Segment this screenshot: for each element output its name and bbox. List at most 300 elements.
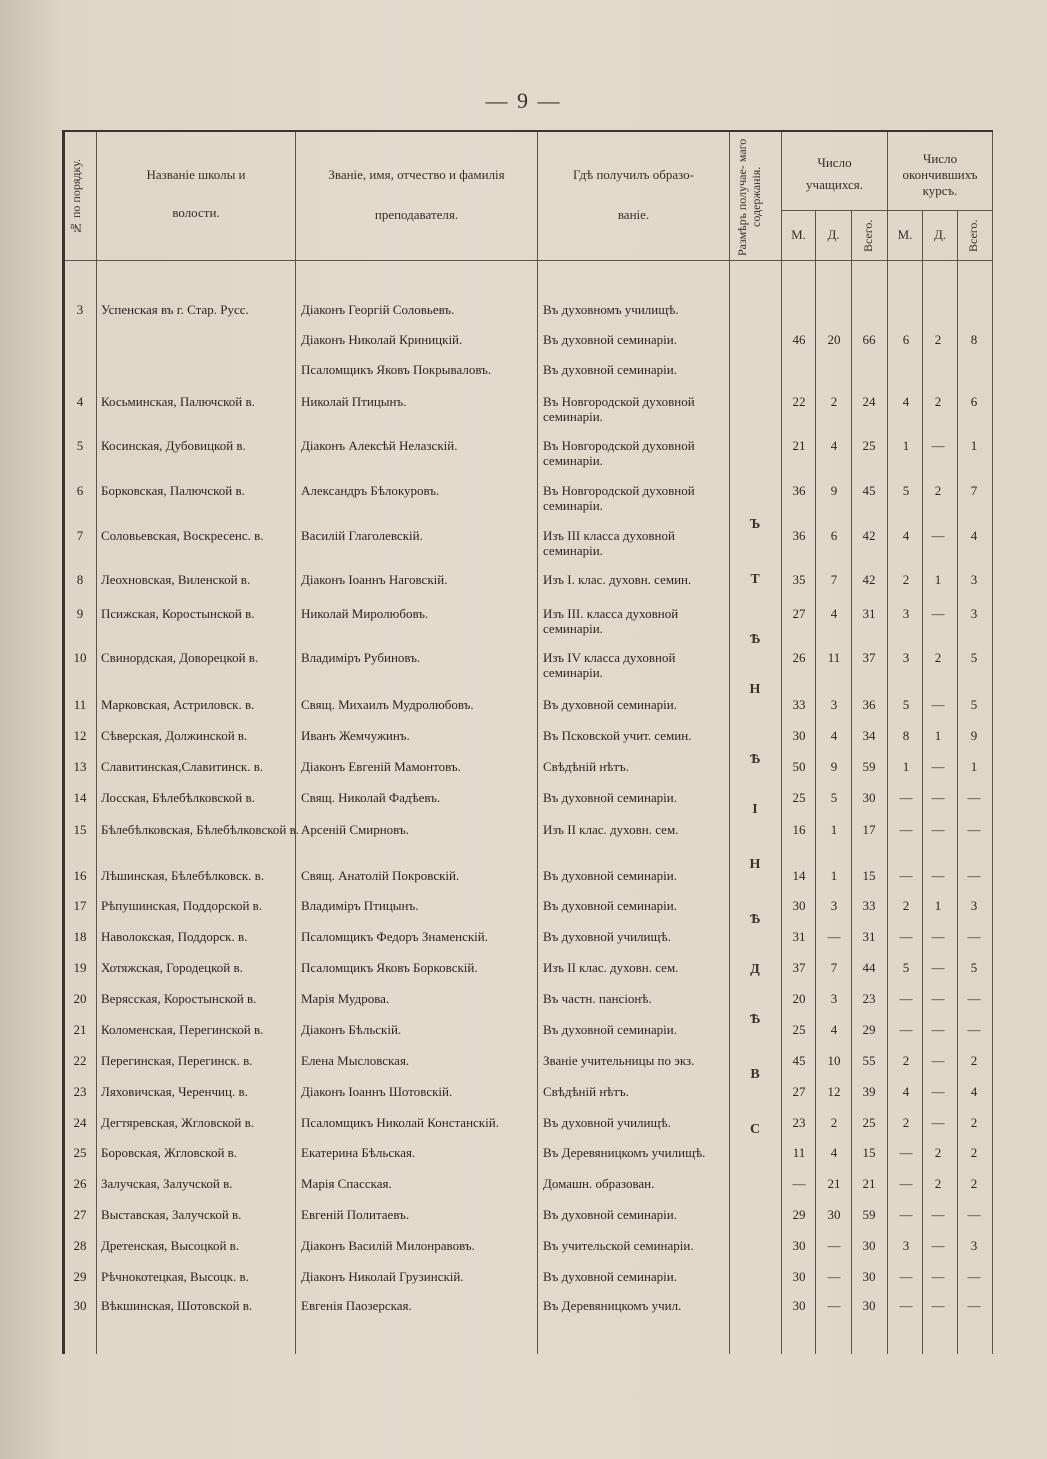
cell-gt: 6	[970, 394, 978, 409]
cell-gt: 2	[970, 1145, 978, 1160]
cell-teacher: Діаконъ Алексѣй Нелазскій.	[301, 438, 458, 453]
cell-m: 45	[792, 1053, 806, 1068]
cell-m: 11	[792, 1145, 806, 1160]
cell-num: 14	[73, 790, 87, 805]
cell-edu: Званіе учительницы по экз.	[543, 1053, 695, 1068]
cell-gt: —	[967, 868, 981, 883]
cell-edu: Въ Новгородской духовной семинаріи.	[543, 483, 695, 513]
cell-gm: —	[899, 790, 913, 805]
cell-num: 16	[73, 868, 87, 883]
table-row	[65, 1269, 993, 1299]
cell-m: 30	[792, 1298, 806, 1313]
cell-d: 3	[830, 697, 838, 712]
table-row	[65, 1238, 993, 1268]
cell-teacher: Иванъ Жемчужинъ.	[301, 728, 410, 743]
cell-school: Дегтяревская, Жгловской в.	[101, 1115, 254, 1130]
cell-t: 24	[862, 394, 876, 409]
table-row	[65, 1084, 993, 1114]
cell-gd: —	[931, 1084, 945, 1099]
salary-letter: Ѣ	[749, 1012, 761, 1027]
header-grads-2: окончившихъ	[902, 167, 978, 182]
header-students-d: Д.	[827, 227, 840, 242]
cell-gm: 2	[902, 898, 910, 913]
cell-teacher: Діаконъ Іоаннъ Шотовскій.	[301, 1084, 453, 1099]
cell-edu: Въ духовной семинаріи.	[543, 332, 677, 347]
cell-gm: —	[899, 991, 913, 1006]
table-row	[65, 332, 993, 362]
cell-gd: —	[931, 991, 945, 1006]
cell-d: 3	[830, 991, 838, 1006]
cell-t: 59	[862, 759, 876, 774]
salary-letter: Т	[750, 572, 760, 587]
cell-school: Косинская, Дубовицкой в.	[101, 438, 246, 453]
salary-letter: Ѣ	[749, 752, 761, 767]
cell-gt: 5	[970, 960, 978, 975]
cell-gd: —	[931, 790, 945, 805]
cell-edu: Въ Новгородской духовной семинаріи.	[543, 438, 695, 468]
cell-gm: —	[899, 1269, 913, 1284]
cell-gd: 1	[934, 898, 942, 913]
cell-school: Верясская, Коростынской в.	[101, 991, 257, 1006]
cell-school: Ляховичская, Черенчиц. в.	[101, 1084, 248, 1099]
cell-school: Борковская, Палючской в.	[101, 483, 245, 498]
cell-gt: —	[967, 790, 981, 805]
cell-m: 23	[792, 1115, 806, 1130]
cell-d: 2	[830, 1115, 838, 1130]
cell-t: 31	[862, 606, 876, 621]
salary-letter: Ъ	[749, 517, 761, 532]
cell-t: 29	[862, 1022, 876, 1037]
cell-school: Залучская, Залучской в.	[101, 1176, 233, 1191]
cell-gm: 1	[902, 759, 910, 774]
cell-gd: —	[931, 1298, 945, 1313]
cell-gm: —	[899, 1022, 913, 1037]
cell-school: Дретенская, Высоцкой в.	[101, 1238, 240, 1253]
cell-num: 5	[76, 438, 84, 453]
cell-teacher: Діаконъ Евгеній Мамонтовъ.	[301, 759, 461, 774]
cell-edu: Свѣдѣній нѣтъ.	[543, 1084, 629, 1099]
cell-edu: Въ духовной училищѣ.	[543, 1115, 671, 1130]
table-row	[65, 1115, 993, 1145]
cell-teacher: Діаконъ Василій Милонравовъ.	[301, 1238, 475, 1253]
header-salary: Размѣръ получае- маго содержанія.	[735, 138, 763, 256]
cell-t: 23	[862, 991, 876, 1006]
salary-letter: Ѣ	[749, 912, 761, 927]
cell-gt: —	[967, 1022, 981, 1037]
cell-gm: 4	[902, 394, 910, 409]
cell-school: Вѣкшинская, Шотовской в.	[101, 1298, 253, 1313]
table-row	[65, 822, 993, 852]
cell-school: Коломенская, Перегинской в.	[101, 1022, 264, 1037]
cell-num: 10	[73, 650, 87, 665]
cell-t: 55	[862, 1053, 876, 1068]
cell-school: Свинордская, Доворецкой в.	[101, 650, 259, 665]
cell-teacher: Псаломщикъ Федоръ Знаменскій.	[301, 929, 488, 944]
cell-gd: 1	[934, 728, 942, 743]
cell-edu: Въ духовной семинаріи.	[543, 362, 677, 377]
header-grads-3: курсъ.	[922, 183, 958, 198]
cell-num: 27	[73, 1207, 87, 1222]
table-row	[65, 868, 993, 898]
cell-gm: 4	[902, 1084, 910, 1099]
cell-num: 20	[73, 991, 87, 1006]
cell-edu: Въ духовной семинаріи.	[543, 898, 677, 913]
cell-num: 9	[76, 606, 84, 621]
header-students-2: учащихся.	[806, 177, 863, 192]
table-row	[65, 790, 993, 820]
cell-gd: 2	[934, 483, 942, 498]
cell-edu: Изъ IV класса духовной семинаріи.	[543, 650, 676, 680]
cell-teacher: Николай Миролюбовъ.	[301, 606, 429, 621]
cell-gd: —	[931, 1053, 945, 1068]
cell-gt: 5	[970, 650, 978, 665]
cell-edu: Изъ III класса духовной семинаріи.	[543, 528, 675, 558]
cell-t: 30	[862, 790, 876, 805]
table-row	[65, 728, 993, 758]
cell-edu: Въ Деревяницкомъ учил.	[543, 1298, 682, 1313]
cell-d: 10	[827, 1053, 841, 1068]
cell-m: 46	[792, 332, 806, 347]
cell-d: 12	[827, 1084, 841, 1099]
cell-num: 15	[73, 822, 87, 837]
page-number: — 9 —	[485, 88, 562, 113]
cell-t: 25	[862, 1115, 876, 1130]
cell-teacher: Діаконъ Николай Грузинскій.	[301, 1269, 464, 1284]
cell-num: 7	[76, 528, 84, 543]
cell-num: 19	[73, 960, 87, 975]
cell-gt: —	[967, 822, 981, 837]
cell-gt: 3	[970, 606, 978, 621]
cell-t: 33	[862, 898, 876, 913]
cell-d: 4	[830, 728, 838, 743]
table-row	[65, 438, 993, 468]
cell-school: Марковская, Астриловск. в.	[101, 697, 255, 712]
salary-letter: Н	[749, 857, 761, 872]
cell-gt: 4	[970, 528, 978, 543]
cell-teacher: Марія Мудрова.	[301, 991, 390, 1006]
table-row	[65, 1145, 993, 1175]
cell-d: 4	[830, 438, 838, 453]
cell-teacher: Свящ. Николай Фадѣевъ.	[301, 790, 441, 805]
cell-school: Выставская, Залучской в.	[101, 1207, 242, 1222]
cell-gm: 5	[902, 960, 910, 975]
header-students-m: М.	[791, 227, 806, 242]
cell-d: 1	[830, 868, 838, 883]
cell-num: 13	[73, 759, 87, 774]
cell-gt: —	[967, 1207, 981, 1222]
cell-num: 4	[76, 394, 84, 409]
cell-m: 20	[792, 991, 806, 1006]
table-row	[65, 929, 993, 959]
cell-d: 7	[830, 960, 838, 975]
cell-teacher: Свящ. Анатолій Покровскій.	[301, 868, 460, 883]
cell-num: 18	[73, 929, 87, 944]
cell-gd: —	[931, 822, 945, 837]
cell-gm: 5	[902, 483, 910, 498]
cell-teacher: Псаломщикъ Яковъ Борковскій.	[301, 960, 478, 975]
table-row	[65, 650, 993, 680]
cell-school: Леохновская, Виленской в.	[101, 572, 251, 587]
subheader-rule	[781, 210, 993, 211]
cell-t: 21	[862, 1176, 876, 1191]
cell-teacher: Діаконъ Іоаннъ Наговскій.	[301, 572, 448, 587]
table-row	[65, 1022, 993, 1052]
cell-gt: 4	[970, 1084, 978, 1099]
cell-t: 30	[862, 1298, 876, 1313]
cell-teacher: Арсеній Смирновъ.	[301, 822, 409, 837]
cell-edu: Въ учительской семинаріи.	[543, 1238, 694, 1253]
cell-d: 21	[827, 1176, 841, 1191]
cell-gt: 5	[970, 697, 978, 712]
cell-school: Славитинская,Славитинск. в.	[101, 759, 264, 774]
cell-t: 66	[862, 332, 876, 347]
cell-gm: 2	[902, 572, 910, 587]
cell-m: 25	[792, 790, 806, 805]
cell-d: 2	[830, 394, 838, 409]
cell-num: 12	[73, 728, 87, 743]
cell-gm: 3	[902, 1238, 910, 1253]
header-students-1: Число	[817, 155, 852, 170]
cell-gt: 3	[970, 1238, 978, 1253]
cell-num: 3	[76, 302, 84, 317]
cell-num: 6	[76, 483, 84, 498]
cell-gm: 3	[902, 650, 910, 665]
cell-teacher: Владиміръ Рубиновъ.	[301, 650, 421, 665]
cell-gt: 9	[970, 728, 978, 743]
cell-gd: —	[931, 929, 945, 944]
cell-t: 37	[862, 650, 876, 665]
cell-m: 25	[792, 1022, 806, 1037]
cell-edu: Въ духовной семинаріи.	[543, 868, 677, 883]
cell-edu: Въ духовной семинаріи.	[543, 697, 677, 712]
cell-num: 8	[76, 572, 84, 587]
cell-num: 30	[73, 1298, 87, 1313]
cell-m: 33	[792, 697, 806, 712]
cell-teacher: Псаломщикъ Яковъ Покрываловъ.	[301, 362, 492, 377]
salary-letter: Ѣ	[749, 632, 761, 647]
cell-gm: —	[899, 1145, 913, 1160]
cell-m: 26	[792, 650, 806, 665]
cell-t: 42	[862, 528, 876, 543]
cell-m: 29	[792, 1207, 806, 1222]
salary-letter: Н	[749, 682, 761, 697]
cell-d: —	[827, 929, 841, 944]
cell-d: —	[827, 1298, 841, 1313]
cell-gd: —	[931, 1115, 945, 1130]
header-teacher-2: преподавателя.	[374, 207, 459, 222]
cell-edu: Въ духовной училищѣ.	[543, 929, 671, 944]
cell-num: 29	[73, 1269, 87, 1284]
cell-m: 30	[792, 1238, 806, 1253]
cell-gm: 6	[902, 332, 910, 347]
cell-gt: —	[967, 929, 981, 944]
cell-gd: —	[931, 1022, 945, 1037]
header-students-total: Всего.	[861, 219, 875, 253]
table-row	[65, 697, 993, 727]
cell-teacher: Псаломщикъ Николай Констанскій.	[301, 1115, 499, 1130]
cell-t: 44	[862, 960, 876, 975]
cell-gt: 1	[970, 759, 978, 774]
header-num: № по порядку.	[69, 159, 83, 235]
cell-d: 30	[827, 1207, 841, 1222]
cell-gd: 2	[934, 1176, 942, 1191]
cell-school: Рѣчнокотецкая, Высоцк. в.	[101, 1269, 249, 1284]
cell-m: 27	[792, 1084, 806, 1099]
header-edu-1: Гдѣ получилъ образо-	[573, 167, 694, 182]
cell-m: —	[792, 1176, 806, 1191]
cell-gm: —	[899, 1176, 913, 1191]
cell-m: 30	[792, 728, 806, 743]
cell-school: Лосская, Бѣлебѣлковской в.	[101, 790, 255, 805]
cell-gm: —	[899, 929, 913, 944]
cell-gd: 2	[934, 332, 942, 347]
header-edu-2: ваніе.	[617, 207, 650, 222]
cell-gm: —	[899, 822, 913, 837]
cell-d: 20	[827, 332, 841, 347]
cell-gd: —	[931, 528, 945, 543]
cell-school: Боровская, Жгловской в.	[101, 1145, 238, 1160]
cell-school: Псижская, Коростынской в.	[101, 606, 255, 621]
cell-gd: —	[931, 1269, 945, 1284]
cell-num: 17	[73, 898, 87, 913]
cell-edu: Свѣдѣній нѣтъ.	[543, 759, 629, 774]
cell-teacher: Марія Спасская.	[301, 1176, 392, 1191]
cell-num: 26	[73, 1176, 87, 1191]
cell-gd: —	[931, 759, 945, 774]
cell-teacher: Александръ Бѣлокуровъ.	[301, 483, 440, 498]
table-row	[65, 960, 993, 990]
cell-t: 15	[862, 868, 876, 883]
salary-letter: С	[749, 1122, 761, 1137]
salary-letter: І	[752, 802, 758, 817]
cell-school: Сѣверская, Должинской в.	[101, 728, 248, 743]
cell-t: 39	[862, 1084, 876, 1099]
cell-edu: Въ Деревяницкомъ училищѣ.	[543, 1145, 706, 1160]
cell-d: 5	[830, 790, 838, 805]
cell-gm: 3	[902, 606, 910, 621]
cell-t: 34	[862, 728, 876, 743]
table-row	[65, 1176, 993, 1206]
cell-m: 30	[792, 898, 806, 913]
cell-m: 36	[792, 483, 806, 498]
table-row	[65, 483, 993, 513]
cell-gd: —	[931, 606, 945, 621]
cell-gt: 7	[970, 483, 978, 498]
schools-table	[62, 130, 993, 1354]
salary-letter: В	[750, 1067, 760, 1082]
cell-gt: 3	[970, 572, 978, 587]
cell-gm: 1	[902, 438, 910, 453]
header-school-2: волости.	[172, 205, 220, 220]
cell-teacher: Николай Птицынъ.	[301, 394, 407, 409]
cell-t: 59	[862, 1207, 876, 1222]
cell-gd: —	[931, 438, 945, 453]
cell-teacher: Діаконъ Бѣльскій.	[301, 1022, 402, 1037]
cell-school: Бѣлебѣлковская, Бѣлебѣлковской в.	[101, 822, 299, 837]
cell-gm: —	[899, 1298, 913, 1313]
cell-d: 9	[830, 759, 838, 774]
cell-m: 31	[792, 929, 806, 944]
cell-teacher: Евгеній Политаевъ.	[301, 1207, 410, 1222]
cell-gt: 1	[970, 438, 978, 453]
table-row	[65, 1053, 993, 1083]
header-grads-m: М.	[897, 227, 913, 242]
cell-gt: —	[967, 1269, 981, 1284]
cell-t: 17	[862, 822, 876, 837]
cell-gt: 2	[970, 1176, 978, 1191]
cell-num: 28	[73, 1238, 87, 1253]
cell-m: 21	[792, 438, 806, 453]
cell-gd: —	[931, 1238, 945, 1253]
table-row	[65, 572, 993, 602]
header-grads-d: Д.	[933, 227, 947, 242]
cell-teacher: Владиміръ Птицынъ.	[301, 898, 419, 913]
cell-num: 11	[73, 697, 87, 712]
cell-edu: Въ духовной семинаріи.	[543, 790, 677, 805]
cell-edu: Изъ II клас. духовн. сем.	[543, 822, 679, 837]
table-row	[65, 394, 993, 424]
header-rule	[65, 260, 993, 261]
cell-teacher: Діаконъ Николай Криницкій.	[301, 332, 463, 347]
cell-edu: Изъ II клас. духовн. сем.	[543, 960, 679, 975]
cell-t: 15	[862, 1145, 876, 1160]
cell-edu: Въ Псковской учит. семин.	[543, 728, 692, 743]
cell-t: 42	[862, 572, 876, 587]
cell-gt: 2	[970, 1053, 978, 1068]
cell-school: Лѣшинская, Бѣлебѣлковск. в.	[101, 868, 265, 883]
cell-t: 30	[862, 1269, 876, 1284]
cell-t: 25	[862, 438, 876, 453]
cell-gd: 2	[934, 1145, 942, 1160]
cell-num: 23	[73, 1084, 87, 1099]
cell-d: 4	[830, 606, 838, 621]
cell-gd: —	[931, 697, 945, 712]
header-teacher-1: Званіе, имя, отчество и фамилія	[328, 167, 505, 182]
cell-teacher: Евгенія Паозерская.	[301, 1298, 412, 1313]
cell-num: 22	[73, 1053, 87, 1068]
cell-m: 37	[792, 960, 806, 975]
cell-num: 21	[73, 1022, 87, 1037]
cell-gm: —	[899, 1207, 913, 1222]
cell-m: 16	[792, 822, 806, 837]
table-row	[65, 759, 993, 789]
cell-d: 3	[830, 898, 838, 913]
cell-m: 35	[792, 572, 806, 587]
cell-teacher: Елена Мысловская.	[301, 1053, 410, 1068]
cell-edu: Въ духовной семинаріи.	[543, 1022, 677, 1037]
cell-num: 24	[73, 1115, 87, 1130]
cell-teacher: Свящ. Михаилъ Мудролюбовъ.	[301, 697, 474, 712]
cell-t: 36	[862, 697, 876, 712]
cell-d: 9	[830, 483, 838, 498]
cell-m: 22	[792, 394, 806, 409]
cell-edu: Въ частн. пансіонѣ.	[543, 991, 652, 1006]
cell-gt: 2	[970, 1115, 978, 1130]
cell-d: —	[827, 1238, 841, 1253]
cell-gm: 5	[902, 697, 910, 712]
cell-m: 27	[792, 606, 806, 621]
table-row	[65, 362, 993, 392]
cell-edu: Въ духовномъ училищѣ.	[543, 302, 679, 317]
cell-m: 14	[792, 868, 806, 883]
cell-school: Перегинская, Перегинск. в.	[101, 1053, 253, 1068]
header-grads-1: Число	[922, 151, 958, 166]
salary-letter: Д	[750, 962, 760, 977]
table-row	[65, 1207, 993, 1237]
header-school-1: Названіе школы и	[146, 167, 246, 182]
cell-edu: Въ Новгородской духовной семинаріи.	[543, 394, 695, 424]
cell-teacher: Діаконъ Георгій Соловьевъ.	[301, 302, 455, 317]
